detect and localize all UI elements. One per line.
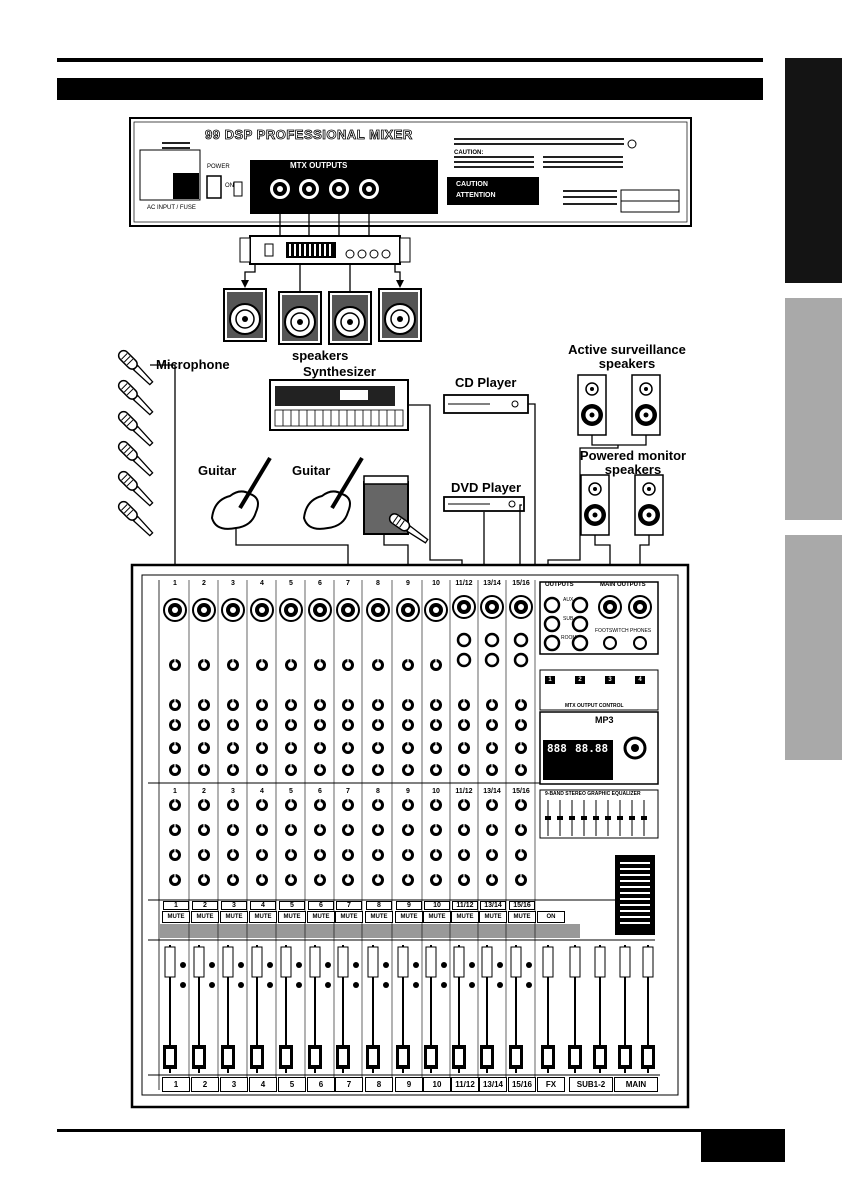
knob — [198, 742, 210, 754]
knob — [342, 799, 354, 811]
synthesizer-label: Synthesizer — [303, 364, 376, 379]
channel-number-mid: 7 — [346, 788, 350, 795]
knob — [314, 874, 326, 886]
knob — [486, 799, 498, 811]
knob — [402, 719, 414, 731]
knob — [372, 849, 384, 861]
bottom-channel-label: 5 — [278, 1077, 306, 1092]
knob — [314, 699, 326, 711]
channel-number-mute-row: 2 — [192, 901, 218, 910]
caution-box-label: CAUTION — [456, 181, 488, 188]
display-left: 888 — [547, 742, 567, 755]
knob — [169, 764, 181, 776]
mute-button[interactable]: MUTE — [451, 911, 479, 923]
xlr-input-15/16 — [510, 596, 532, 618]
knob — [342, 699, 354, 711]
guitar-right-label: Guitar — [292, 463, 331, 478]
channel-number-mid: 10 — [432, 788, 440, 795]
bottom-channel-label: 6 — [307, 1077, 335, 1092]
knob — [227, 799, 239, 811]
channel-number-mute-row: 7 — [336, 901, 362, 910]
knob — [402, 799, 414, 811]
knob — [342, 874, 354, 886]
display-right: 88.88 — [575, 742, 609, 755]
knob — [227, 659, 239, 671]
knob — [458, 742, 470, 754]
knob — [169, 659, 181, 671]
knob — [430, 659, 442, 671]
knob — [314, 799, 326, 811]
mute-button[interactable]: MUTE — [479, 911, 507, 923]
knob — [430, 874, 442, 886]
xlr-input-2 — [193, 599, 215, 621]
knob — [372, 742, 384, 754]
bottom-channel-label: 11/12 — [451, 1077, 479, 1092]
mute-button[interactable]: MUTE — [423, 911, 451, 923]
bottom-channel-label: MAIN — [614, 1077, 658, 1092]
mtx-button-4[interactable]: 4 — [635, 676, 645, 684]
channel-number-mute-row: 9 — [396, 901, 422, 910]
knob — [227, 742, 239, 754]
xlr-input-1 — [164, 599, 186, 621]
bottom-channel-label: 7 — [335, 1077, 363, 1092]
microphone-label: Microphone — [156, 357, 230, 372]
knob — [169, 719, 181, 731]
knob — [430, 699, 442, 711]
xlr-input-13/14 — [481, 596, 503, 618]
channel-number-mid: 3 — [231, 788, 235, 795]
mute-button[interactable]: MUTE — [220, 911, 248, 923]
bottom-channel-label: 8 — [365, 1077, 393, 1092]
channel-number-top: 3 — [231, 580, 235, 587]
knob — [372, 719, 384, 731]
rear-caution-label: CAUTION: — [454, 150, 484, 156]
channel-number-top: 10 — [432, 580, 440, 587]
knob — [314, 742, 326, 754]
mute-button[interactable]: MUTE — [365, 911, 393, 923]
knob — [458, 764, 470, 776]
knob — [256, 874, 268, 886]
knob — [486, 699, 498, 711]
room-label: ROOM — [561, 635, 577, 641]
bottom-channel-label: 9 — [395, 1077, 423, 1092]
knob — [227, 699, 239, 711]
knob — [256, 764, 268, 776]
knob — [342, 742, 354, 754]
channel-number-top: 5 — [289, 580, 293, 587]
knob — [515, 764, 527, 776]
knob — [486, 824, 498, 836]
dvd-player-label: DVD Player — [451, 480, 522, 495]
knob — [372, 799, 384, 811]
knob — [402, 699, 414, 711]
knob — [169, 742, 181, 754]
xlr-input-10 — [425, 599, 447, 621]
cd-player-label: CD Player — [455, 375, 517, 390]
channel-number-mid: 4 — [260, 788, 264, 795]
channel-number-top: 2 — [202, 580, 206, 587]
channel-number-mid: 9 — [406, 788, 410, 795]
xlr-input-11/12 — [453, 596, 475, 618]
knob — [198, 719, 210, 731]
knob — [285, 824, 297, 836]
knob — [227, 824, 239, 836]
bottom-channel-label: 4 — [249, 1077, 277, 1092]
knob — [256, 719, 268, 731]
power-on-label: ON — [225, 183, 234, 189]
footswitch-label: FOOTSWITCH — [595, 628, 629, 634]
ac-input-label: AC INPUT / FUSE — [147, 205, 196, 211]
knob — [198, 874, 210, 886]
channel-number-mute-row: 11/12 — [452, 901, 478, 910]
knob — [314, 824, 326, 836]
knob — [342, 764, 354, 776]
mtx-button-2[interactable]: 2 — [575, 676, 585, 684]
bottom-channel-label: 10 — [423, 1077, 451, 1092]
knob — [256, 799, 268, 811]
channel-number-mute-row: 5 — [279, 901, 305, 910]
knob — [314, 849, 326, 861]
knob — [169, 824, 181, 836]
knob — [402, 849, 414, 861]
active-surveillance-label-2: speakers — [598, 356, 656, 371]
channel-number-top: 15/16 — [512, 580, 530, 587]
mtx-button-3[interactable]: 3 — [605, 676, 615, 684]
main-outputs-label: MAIN OUTPUTS — [600, 582, 646, 588]
knob — [430, 742, 442, 754]
guitar-left-label: Guitar — [198, 463, 237, 478]
mute-button[interactable]: MUTE — [191, 911, 219, 923]
channel-number-mid: 8 — [376, 788, 380, 795]
knob — [227, 764, 239, 776]
knob — [486, 874, 498, 886]
bottom-channel-label: 13/14 — [479, 1077, 507, 1092]
channel-number-mute-row: 3 — [221, 901, 247, 910]
knob — [458, 799, 470, 811]
mtx-outputs-label: MTX OUTPUTS — [290, 161, 348, 170]
knob — [314, 659, 326, 671]
knob — [458, 824, 470, 836]
channel-number-mute-row: 4 — [250, 901, 276, 910]
knob — [256, 659, 268, 671]
knob — [314, 719, 326, 731]
fx-on-button[interactable]: ON — [537, 911, 565, 923]
knob — [169, 699, 181, 711]
speakers-label: speakers — [292, 348, 349, 363]
xlr-input-5 — [280, 599, 302, 621]
mtx-output-control-label: MTX OUTPUT CONTROL — [565, 703, 624, 709]
knob — [285, 799, 297, 811]
bottom-channel-label: 3 — [220, 1077, 248, 1092]
mute-button[interactable]: MUTE — [249, 911, 277, 923]
knob — [285, 742, 297, 754]
mute-button[interactable]: MUTE — [508, 911, 536, 923]
knob — [486, 719, 498, 731]
knob — [515, 799, 527, 811]
knob — [285, 764, 297, 776]
knob — [372, 824, 384, 836]
channel-number-top: 6 — [318, 580, 322, 587]
knob — [227, 849, 239, 861]
knob — [372, 699, 384, 711]
channel-number-top: 11/12 — [455, 580, 473, 587]
power-label: POWER — [207, 164, 230, 170]
knob — [402, 659, 414, 671]
xlr-input-7 — [337, 599, 359, 621]
knob — [256, 699, 268, 711]
channel-number-mute-row: 1 — [163, 901, 189, 910]
channel-number-mid: 13/14 — [483, 788, 501, 795]
knob — [256, 742, 268, 754]
xlr-input-8 — [367, 599, 389, 621]
knob — [515, 699, 527, 711]
knob — [198, 764, 210, 776]
knob — [198, 849, 210, 861]
sub-label: SUB — [563, 616, 574, 622]
knob — [402, 742, 414, 754]
knob — [402, 824, 414, 836]
knob — [458, 874, 470, 886]
knob — [458, 699, 470, 711]
knob — [198, 824, 210, 836]
attention-box-label: ATTENTION — [456, 192, 496, 199]
xlr-input-3 — [222, 599, 244, 621]
bottom-channel-label: SUB1-2 — [569, 1077, 613, 1092]
eq-title: 9-BAND STEREO GRAPHIC EQUALIZER — [545, 791, 641, 797]
knob — [402, 874, 414, 886]
channel-number-top: 4 — [260, 580, 264, 587]
channel-number-top: 7 — [346, 580, 350, 587]
knob — [342, 824, 354, 836]
knob — [198, 659, 210, 671]
mtx-button-1[interactable]: 1 — [545, 676, 555, 684]
channel-number-mute-row: 13/14 — [480, 901, 506, 910]
channel-number-mute-row: 15/16 — [509, 901, 535, 910]
mute-button[interactable]: MUTE — [307, 911, 335, 923]
knob — [402, 764, 414, 776]
channel-number-mid: 11/12 — [455, 788, 473, 795]
channel-number-mute-row: 8 — [366, 901, 392, 910]
channel-number-mute-row: 6 — [308, 901, 334, 910]
channel-number-top: 9 — [406, 580, 410, 587]
knob — [486, 742, 498, 754]
outputs-label: OUTPUTS — [545, 582, 574, 588]
knob — [515, 824, 527, 836]
knob — [486, 849, 498, 861]
knob — [198, 699, 210, 711]
knob — [227, 719, 239, 731]
channel-number-top: 8 — [376, 580, 380, 587]
channel-number-top: 13/14 — [483, 580, 501, 587]
knob — [458, 849, 470, 861]
channel-number-mute-row: 10 — [424, 901, 450, 910]
bottom-channel-label: 1 — [162, 1077, 190, 1092]
xlr-input-9 — [397, 599, 419, 621]
knob — [169, 849, 181, 861]
knob — [314, 764, 326, 776]
knob — [285, 874, 297, 886]
knob — [515, 849, 527, 861]
knob — [342, 719, 354, 731]
knob — [342, 659, 354, 671]
knob — [285, 659, 297, 671]
channel-number-mid: 1 — [173, 788, 177, 795]
rear-panel-brand: 99 DSP PROFESSIONAL MIXER — [205, 127, 413, 142]
mute-button[interactable]: MUTE — [162, 911, 190, 923]
knob — [486, 764, 498, 776]
knob — [430, 849, 442, 861]
knob — [430, 824, 442, 836]
knob — [372, 659, 384, 671]
xlr-input-4 — [251, 599, 273, 621]
knob — [458, 719, 470, 731]
knob — [430, 764, 442, 776]
knob — [169, 874, 181, 886]
knob — [342, 849, 354, 861]
knob — [285, 719, 297, 731]
knob — [372, 874, 384, 886]
active-surveillance-label-1: Active surveillance — [568, 342, 686, 357]
mute-button[interactable]: MUTE — [335, 911, 363, 923]
channel-number-top: 1 — [173, 580, 177, 587]
phones-label: PHONES — [630, 628, 652, 634]
knob — [169, 799, 181, 811]
knob — [198, 799, 210, 811]
knob — [515, 874, 527, 886]
knob — [515, 719, 527, 731]
bottom-channel-label: 2 — [191, 1077, 219, 1092]
aux-label: AUX — [563, 597, 574, 603]
mute-button[interactable]: MUTE — [395, 911, 423, 923]
knob — [285, 849, 297, 861]
channel-number-mid: 5 — [289, 788, 293, 795]
powered-monitor-label-1: Powered monitor — [579, 448, 687, 463]
knob — [256, 824, 268, 836]
bottom-channel-label: 15/16 — [508, 1077, 536, 1092]
knob — [430, 799, 442, 811]
powered-monitor-label-2: speakers — [604, 462, 662, 477]
mute-button[interactable]: MUTE — [278, 911, 306, 923]
bottom-channel-label: FX — [537, 1077, 565, 1092]
channel-number-mid: 2 — [202, 788, 206, 795]
xlr-input-6 — [309, 599, 331, 621]
knob — [256, 849, 268, 861]
channel-number-mid: 6 — [318, 788, 322, 795]
knob — [372, 764, 384, 776]
knob — [285, 699, 297, 711]
knob — [227, 874, 239, 886]
knob — [515, 742, 527, 754]
knob — [430, 719, 442, 731]
channel-number-mid: 15/16 — [512, 788, 530, 795]
mp3-label: MP3 — [595, 715, 614, 725]
